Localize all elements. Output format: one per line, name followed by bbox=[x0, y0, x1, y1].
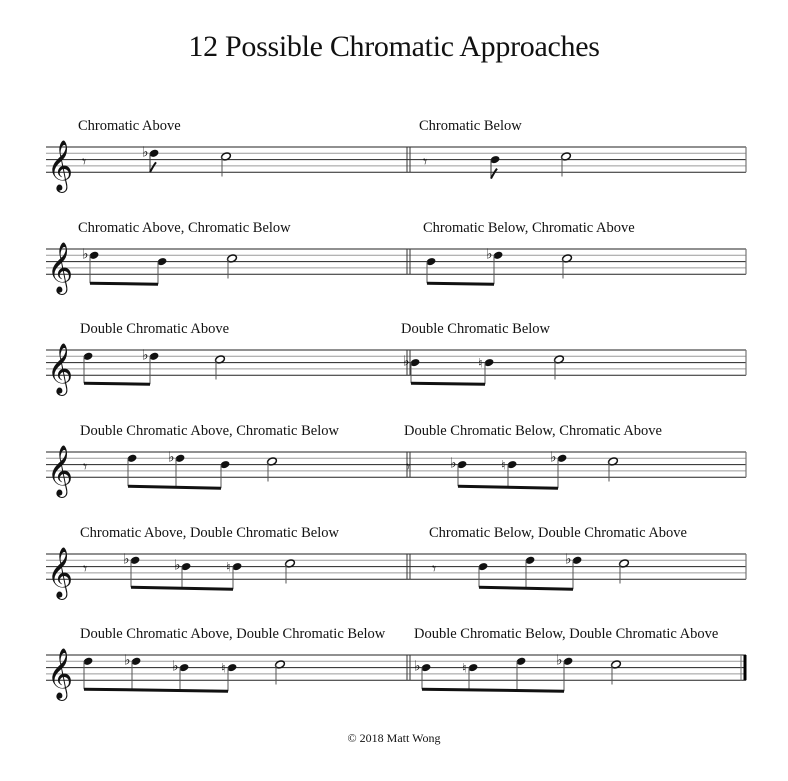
flat-icon: ♭ bbox=[550, 449, 557, 466]
beam bbox=[84, 689, 228, 691]
flat-icon: ♭ bbox=[414, 658, 421, 675]
beam bbox=[422, 689, 564, 691]
example-label: Chromatic Below, Double Chromatic Above bbox=[429, 525, 687, 541]
beam bbox=[427, 283, 494, 284]
treble-clef-icon: 𝄞 bbox=[47, 140, 74, 192]
natural-icon: ♮ bbox=[478, 356, 483, 372]
example-label: Chromatic Above, Double Chromatic Below bbox=[80, 525, 339, 541]
eighth-rest-icon: 𝄾 bbox=[83, 559, 88, 579]
example-label: Double Chromatic Below bbox=[401, 321, 551, 337]
flat-icon: ♭ bbox=[556, 652, 563, 669]
treble-clef-icon: 𝄞 bbox=[47, 445, 74, 497]
example-label: Double Chromatic Below, Double Chromatic Above bbox=[414, 626, 719, 642]
beam bbox=[458, 486, 558, 488]
eighth-flag bbox=[150, 162, 156, 172]
flat-icon: ♭ bbox=[486, 246, 493, 263]
eighth-rest-icon: 𝄾 bbox=[432, 559, 437, 579]
eighth-rest-icon: 𝄾 bbox=[82, 152, 87, 172]
example-label: Chromatic Below, Chromatic Above bbox=[423, 220, 635, 236]
beam bbox=[479, 587, 573, 589]
treble-clef-icon: 𝄞 bbox=[47, 343, 74, 395]
eighth-rest-icon: 𝄾 bbox=[406, 457, 411, 477]
flat-icon: ♭ bbox=[142, 347, 149, 364]
natural-icon: ♮ bbox=[221, 661, 226, 677]
flat-icon: ♭ bbox=[172, 658, 179, 675]
copyright-footer: © 2018 Matt Wong bbox=[347, 731, 441, 745]
flat-icon: ♭ bbox=[174, 557, 181, 574]
beam bbox=[84, 383, 150, 384]
example-label: Double Chromatic Above, Chromatic Below bbox=[80, 423, 339, 439]
flat-icon: ♭ bbox=[124, 652, 131, 669]
treble-clef-icon: 𝄞 bbox=[47, 648, 74, 700]
example-label: Chromatic Above bbox=[78, 118, 181, 134]
eighth-rest-icon: 𝄾 bbox=[423, 152, 428, 172]
flat-icon: ♭ bbox=[450, 455, 457, 472]
flat-icon: ♭ bbox=[142, 144, 149, 161]
flat-icon: ♭ bbox=[82, 246, 89, 263]
eighth-rest-icon: 𝄾 bbox=[83, 457, 88, 477]
example-label: Chromatic Above, Chromatic Below bbox=[78, 220, 291, 236]
beam bbox=[90, 283, 158, 284]
natural-icon: ♮ bbox=[462, 661, 467, 677]
beam bbox=[128, 486, 221, 488]
natural-icon: ♮ bbox=[501, 458, 506, 474]
beam bbox=[131, 587, 233, 589]
example-label: Double Chromatic Below, Chromatic Above bbox=[404, 423, 662, 439]
natural-icon: ♮ bbox=[226, 560, 231, 576]
treble-clef-icon: 𝄞 bbox=[47, 242, 74, 294]
eighth-flag bbox=[491, 169, 497, 179]
example-label: Double Chromatic Above, Double Chromatic Below bbox=[80, 626, 386, 642]
flat-icon: ♭ bbox=[123, 551, 130, 568]
beam bbox=[411, 383, 485, 384]
flat-icon: ♭ bbox=[565, 551, 572, 568]
example-label: Chromatic Below bbox=[419, 118, 522, 134]
page-title: 12 Possible Chromatic Approaches bbox=[188, 30, 600, 63]
flat-icon: ♭ bbox=[403, 353, 410, 370]
treble-clef-icon: 𝄞 bbox=[47, 547, 74, 599]
example-label: Double Chromatic Above bbox=[80, 321, 230, 337]
flat-icon: ♭ bbox=[168, 449, 175, 466]
